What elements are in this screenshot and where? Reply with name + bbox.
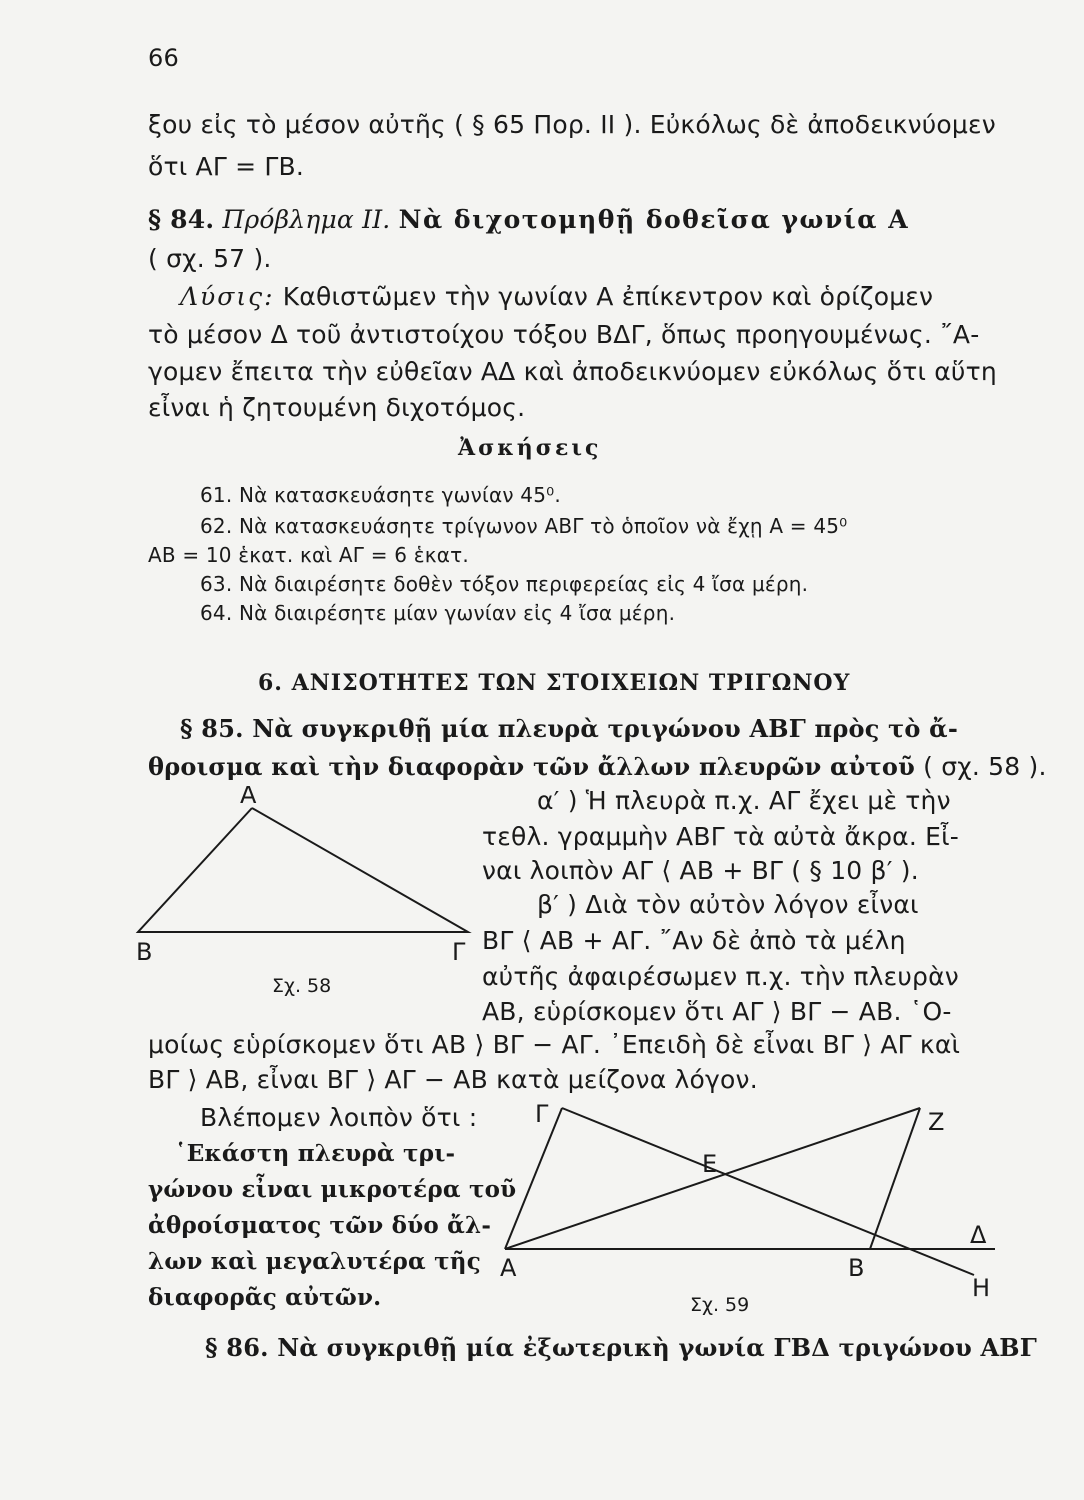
- exercise-item: 64. Νὰ διαιρέσητε μίαν γωνίαν εἰς 4 ἴσα μέρη.: [200, 601, 676, 625]
- page-number: 66: [148, 44, 179, 72]
- paragraph-85-title-line2: [148, 752, 1047, 781]
- point-label-e: Ε: [702, 1150, 718, 1178]
- triangle-abg: [138, 808, 468, 932]
- text-line: ( σχ. 57 ).: [148, 244, 272, 273]
- vertex-label-a: Α: [240, 786, 257, 809]
- text-line: ΒΓ ⟨ ΑΒ + ΑΓ. ῎Αν δὲ ἀπὸ τὰ μέλη: [482, 926, 906, 955]
- title-text: θροισμα καὶ τὴν διαφορὰν τῶν ἄλλων πλευρῶν αὐτοῦ: [148, 752, 915, 781]
- segment-ag: [505, 1108, 562, 1249]
- exercise-item: 62. Νὰ κατασκευάσητε τρίγωνον ΑΒΓ τὸ ὁποῖον νὰ ἔχῃ Α = 45⁰: [200, 514, 848, 538]
- vertex-label-b: Β: [136, 938, 153, 966]
- point-label-b: Β: [848, 1254, 865, 1282]
- paragraph-85-title: § 85. Νὰ συγκριθῇ μία πλευρὰ τριγώνου ΑΒΓ πρὸς τὸ ἄ-: [180, 714, 959, 743]
- text-line: εἶναι ἡ ζητουμένη διχοτόμος.: [148, 393, 526, 422]
- solution-line: [180, 282, 933, 311]
- conclusion-line: γώνου εἶναι μικροτέρα τοῦ: [148, 1176, 517, 1203]
- conclusion-line: ῾Εκάστη πλευρὰ τρι-: [175, 1140, 456, 1167]
- solution-text: Καθιστῶμεν τὴν γωνίαν Α ἐπίκεντρον καὶ ὁρίζομεν: [282, 282, 934, 311]
- text-line: ξου εἰς τὸ μέσον αὐτῆς ( § 65 Πορ. ΙΙ ). Εὐκόλως δὲ ἀποδεικνύομεν: [148, 110, 996, 139]
- exercise-item: 61. Νὰ κατασκευάσητε γωνίαν 45⁰.: [200, 483, 561, 507]
- figure-caption: Σχ. 59: [690, 1294, 750, 1316]
- text-line: ὅτι ΑΓ = ΓΒ.: [148, 152, 305, 181]
- exercise-item: ΑΒ = 10 ἑκατ. καὶ ΑΓ = 6 ἑκατ.: [148, 543, 469, 567]
- problem-title: Νὰ διχοτομηθῇ δοθεῖσα γωνία Α: [398, 205, 910, 234]
- segment-bz: [870, 1108, 920, 1249]
- text-line: α′ ) Ἡ πλευρὰ π.χ. ΑΓ ἔχει μὲ τὴν: [537, 786, 951, 815]
- figure-59: [490, 1100, 1000, 1322]
- text-line: β′ ) Διὰ τὸν αὐτὸν λόγον εἶναι: [537, 890, 919, 919]
- text-line: ναι λοιπὸν ΑΓ ⟨ ΑΒ + ΒΓ ( § 10 β′ ).: [482, 856, 919, 885]
- point-label-g: Γ: [535, 1100, 549, 1128]
- figure-caption: Σχ. 58: [272, 975, 332, 997]
- conclusion-line: διαφορᾶς αὐτῶν.: [148, 1284, 382, 1311]
- conclusion-line: λων καὶ μεγαλυτέρα τῆς: [148, 1248, 481, 1275]
- point-label-h: Η: [972, 1274, 991, 1302]
- text-line: τὸ μέσον Δ τοῦ ἀντιστοίχου τόξου ΒΔΓ, ὅπως προηγουμένως. ῎Α-: [148, 320, 980, 349]
- text-line: ΑΒ, εὑρίσκομεν ὅτι ΑΓ ⟩ ΒΓ − ΑΒ. ῾Ο-: [482, 997, 952, 1026]
- exercises-heading: Ἀσκήσεις: [458, 435, 602, 461]
- point-label-z: Ζ: [928, 1108, 945, 1136]
- text-line: τεθλ. γραμμὴν ΑΒΓ τὰ αὐτὰ ἄκρα. Εἶ-: [482, 822, 960, 851]
- conclusion-line: ἀθροίσματος τῶν δύο ἄλ-: [148, 1212, 492, 1239]
- text-line: μοίως εὑρίσκομεν ὅτι ΑΒ ⟩ ΒΓ − ΑΓ. ᾿Επειδὴ δὲ εἶναι ΒΓ ⟩ ΑΓ καὶ: [148, 1030, 961, 1059]
- point-label-a: Α: [500, 1254, 517, 1282]
- problem-label: Πρόβλημα ΙΙ.: [222, 205, 391, 234]
- text-line: Βλέπομεν λοιπὸν ὅτι :: [200, 1103, 478, 1132]
- figure-58: [130, 786, 480, 1000]
- section-heading: 6. ΑΝΙΣΟΤΗΤΕΣ ΤΩΝ ΣΤΟΙΧΕΙΩΝ ΤΡΙΓΩΝΟΥ: [258, 670, 851, 696]
- paragraph-86-title: § 86. Νὰ συγκριθῇ μία ἐξωτερικὴ γωνία ΓΒΔ τριγώνου ΑΒΓ: [205, 1333, 1038, 1362]
- text-line: ΒΓ ⟩ ΑΒ, εἶναι ΒΓ ⟩ ΑΓ − ΑΒ κατὰ μείζονα λόγον.: [148, 1065, 758, 1094]
- figure-ref: ( σχ. 58 ).: [923, 752, 1047, 781]
- vertex-label-g: Γ: [452, 938, 466, 966]
- exercise-item: 63. Νὰ διαιρέσητε δοθὲν τόξον περιφερείας εἰς 4 ἴσα μέρη.: [200, 572, 809, 596]
- text-line: γομεν ἔπειτα τὴν εὐθεῖαν ΑΔ καὶ ἀποδεικνύομεν εὐκόλως ὅτι αὕτη: [148, 357, 997, 386]
- paragraph-number: § 84.: [148, 205, 215, 234]
- solution-label: Λύσις:: [180, 282, 275, 311]
- paragraph-84-heading: [148, 205, 909, 234]
- point-label-d: Δ: [970, 1221, 987, 1249]
- text-line: αὐτῆς ἀφαιρέσωμεν π.χ. τὴν πλευρὰν: [482, 962, 959, 991]
